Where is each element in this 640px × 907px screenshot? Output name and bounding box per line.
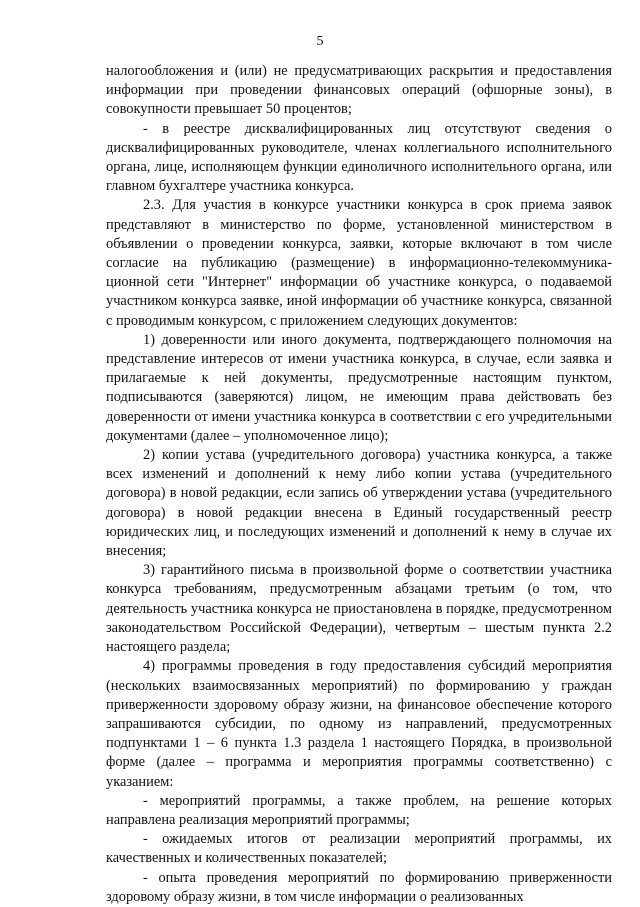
paragraph-item-2-charter-copy: 2) копии устава (учредительного договора) участника конкурса, а также всех изменений и дополнений к нему либо копии устава (учредительного договора) в новой редакции, если запись об утверждении устава (учредительного договора) в новой редакции внесена в Единый государственный реестр юридических лиц, и последующих изменений и дополнений к нему в случае их внесения;	[106, 447, 612, 560]
paragraph-item-3-guarantee-letter: 3) гарантийного письма в произвольной форме о соответствии участника конкурса требованиям, предусмотренным абзацами третьим (о том, что деятельность участника конкурса не приостановлена в порядке, предусмотренном законодательством Российской Федерации), четвертым – шестым пункта 2.2 настоящего раздела;	[106, 562, 612, 656]
paragraph-bullet-expected-results: - ожидаемых итогов от реализации мероприятий программы, их качественных и количественных показателей;	[106, 831, 612, 867]
paragraph-disqualified-registry: - в реестре дисквалифицированных лиц отсутствуют сведения о дисквалифицированных руководителе, членах коллегиального исполнительного органа, лице, исполняющем функции единоличного исполнительного органа, или главном бухгалтере участника конкурса.	[106, 120, 612, 195]
paragraph-bullet-experience: - опыта проведения мероприятий по формированию приверженности здоровому образу жизни, в том числе информации о реализованных	[106, 869, 612, 905]
page-number: 5	[316, 34, 324, 49]
paragraph-bullet-program-events: - мероприятий программы, а также проблем, на решение которых направлена реализация мероприятий программы;	[106, 792, 612, 828]
paragraph-2-3-application: 2.3. Для участия в конкурсе участники конкурса в срок приема заявок представляют в министерство по форме, установленной министерством в объявлении о проведении конкурса, заявки, которые включают в том числе согласие на публикацию (размещение) в информационно-телекоммуника-ционной сети "Интернет" информации об участнике конкурса, о подаваемой участником конкурса заявке, иной информации об участнике конкурса, связанной с проводимым конкурсом, с приложением следующих документов:	[106, 197, 612, 329]
paragraph-item-1-power-of-attorney: 1) доверенности или иного документа, подтверждающего полномочия на представление интересов от имени участника конкурса, в случае, если заявка и прилагаемые к ней документы, предусмотренные настоящим пунктом, подписываются (заверяются) лицом, не имеющим права действовать без доверенности от имени участника конкурса в соответствии с его учредительными документами (далее – уполномоченное лицо);	[106, 331, 612, 444]
paragraph-item-4-program: 4) программы проведения в году предоставления субсидий мероприятия (нескольких взаимосвязанных мероприятий) по формированию у граждан приверженности здоровому образу жизни, на финансовое обеспечение которого запрашиваются субсидии, по одному из направлений, предусмотренных подпунктами 1 – 6 пункта 1.3 раздела 1 настоящего Порядка, в произвольной форме (далее – программа и мероприятия программы соответственно) с указанием:	[106, 658, 612, 790]
document-body	[106, 62, 612, 907]
paragraph-offshore-continuation: налогообложения и (или) не предусматривающих раскрытия и предоставления информации при проведении финансовых операций (офшорные зоны), в совокупности превышает 50 процентов;	[106, 63, 612, 118]
